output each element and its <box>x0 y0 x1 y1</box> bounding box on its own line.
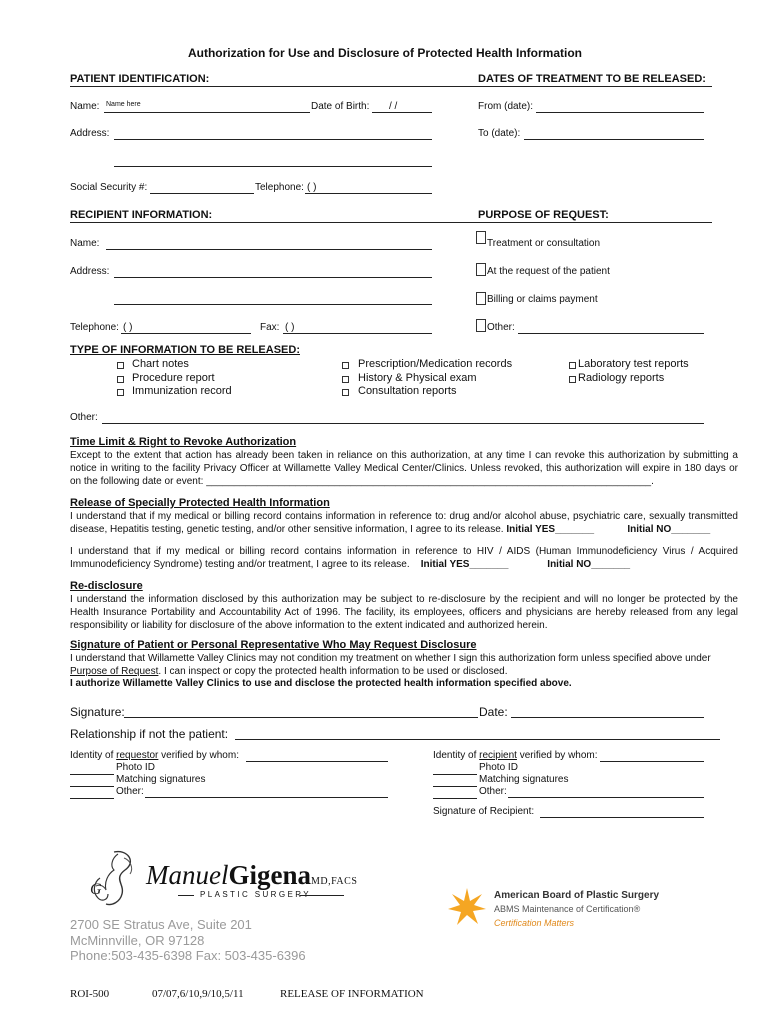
patient-name-field[interactable] <box>104 112 310 113</box>
consultation-label: Consultation reports <box>358 385 457 397</box>
dob-field[interactable] <box>372 112 432 113</box>
time-limit-text: Except to the extent that action has already been taken in reliance on this authorization, at any time I can revoke this authorization by submitting a notice in writing to the facility Privacy Officer at Willamette Valley Medical Center/Clinics. Unless revoked, this authorization will expire in 180 days or on the following date or event: ________________________________________________________________________________. <box>70 450 738 487</box>
signature-label: Signature: <box>70 705 125 719</box>
gigena-logo-mark <box>84 848 148 910</box>
patient-address-label: Address: <box>70 128 110 139</box>
recipient-matching-label: Matching signatures <box>479 774 569 785</box>
recipient-matching-blank[interactable] <box>433 786 477 787</box>
page-title: Authorization for Use and Disclosure of Protected Health Information <box>187 46 583 60</box>
requestor-post: verified by whom: <box>158 750 239 761</box>
signature-text-2-rest: . I can inspect or copy the protected health information to be used or disclosed. <box>158 666 508 677</box>
logo-suffix: MD,FACS <box>311 876 358 887</box>
requestor-pre: Identity of <box>70 750 117 761</box>
lab-test-checkbox[interactable] <box>569 362 576 369</box>
procedure-report-checkbox[interactable] <box>117 376 124 383</box>
requestor-verified-field[interactable] <box>246 761 388 762</box>
recipient-word: recipient <box>479 750 517 761</box>
recipient-address-field-2[interactable] <box>114 304 432 305</box>
type-other-field[interactable] <box>102 423 704 424</box>
special-p2-yes[interactable]: Initial YES_______ <box>420 559 509 570</box>
special-paragraph-1 <box>70 510 738 536</box>
recipient-rule <box>70 222 712 223</box>
relationship-field[interactable] <box>235 739 720 740</box>
recipient-post: verified by whom: <box>516 750 598 761</box>
special-heading: Release of Specially Protected Health Information <box>70 497 330 509</box>
patient-name-value: Name here <box>106 101 141 108</box>
purpose-patient-request-checkbox[interactable] <box>476 263 486 276</box>
recipient-verified-label <box>433 750 598 761</box>
patient-heading: PATIENT IDENTIFICATION: <box>70 73 210 85</box>
signature-date-label: Date: <box>479 705 508 719</box>
recipient-address-field[interactable] <box>114 277 432 278</box>
lab-test-label: Laboratory test reports <box>578 358 689 370</box>
purpose-treatment-checkbox[interactable] <box>476 231 486 244</box>
recipient-telephone-label: Telephone: <box>70 322 119 333</box>
relationship-label: Relationship if not the patient: <box>70 727 229 741</box>
footer-label: RELEASE OF INFORMATION <box>280 988 424 1000</box>
figure-sketch-icon <box>84 848 148 910</box>
history-physical-label: History & Physical exam <box>358 372 477 384</box>
ssn-field[interactable] <box>150 193 254 194</box>
logo-last-name: Gigena <box>228 860 311 890</box>
requestor-photo-id-label: Photo ID <box>116 762 155 773</box>
radiology-label: Radiology reports <box>578 372 665 384</box>
requestor-matching-label: Matching signatures <box>116 774 206 785</box>
immunization-checkbox[interactable] <box>117 389 124 396</box>
special-p1-yes[interactable]: Initial YES_______ <box>506 524 595 535</box>
requestor-other-blank[interactable] <box>70 798 114 799</box>
address-city: McMinnville, OR 97128 <box>70 933 205 948</box>
prescription-label: Prescription/Medication records <box>358 358 513 370</box>
header-rule <box>70 86 712 87</box>
signature-field[interactable] <box>124 717 478 718</box>
redisclosure-text: I understand the information disclosed by this authorization may be subject to re-disclosure by the recipient and will no longer be protected by the Health Insurance Portability and Accountability Act of 1996. The facility, its employees, officers and physicians are hereby released from any legal responsibility or liability for disclosure of the above information to the extent indicated and authorized herein. <box>70 594 738 631</box>
logo-subtitle: PLASTIC SURGERY <box>200 890 311 899</box>
dates-heading: DATES OF TREATMENT TO BE RELEASED: <box>478 73 706 85</box>
from-date-field[interactable] <box>536 112 704 113</box>
purpose-billing-checkbox[interactable] <box>476 292 486 305</box>
patient-address-field[interactable] <box>114 139 432 140</box>
purpose-heading: PURPOSE OF REQUEST: <box>478 209 609 221</box>
radiology-checkbox[interactable] <box>569 376 576 383</box>
special-paragraph-2 <box>70 545 738 571</box>
from-date-label: From (date): <box>478 101 534 112</box>
recipient-photo-id-blank[interactable] <box>433 774 477 775</box>
purpose-patient-request-label: At the request of the patient <box>487 266 610 277</box>
recipient-telephone-field[interactable] <box>121 333 251 334</box>
purpose-other-checkbox[interactable] <box>476 319 486 332</box>
recipient-name-field[interactable] <box>106 249 432 250</box>
requestor-photo-id-blank[interactable] <box>70 774 114 775</box>
signature-text-1: I understand that Willamette Valley Clinics may not condition my treatment on whether I sign this authorization form unless specified above under <box>70 653 711 664</box>
recipient-verified-field[interactable] <box>600 761 704 762</box>
type-other-label: Other: <box>70 412 98 423</box>
patient-name-label: Name: <box>70 101 100 112</box>
signature-authorize-text: I authorize Willamette Valley Clinics to use and disclose the protected health information specified above. <box>70 678 572 689</box>
starburst-icon <box>446 886 488 928</box>
dob-separators: / / <box>389 101 398 112</box>
gigena-logo-name <box>146 860 357 891</box>
requestor-other-field[interactable] <box>145 797 388 798</box>
fax-field[interactable] <box>283 333 432 334</box>
abps-starburst-logo <box>446 886 488 928</box>
chart-notes-label: Chart notes <box>132 358 189 370</box>
purpose-treatment-label: Treatment or consultation <box>487 238 601 249</box>
abps-line-2: ABMS Maintenance of Certification® <box>494 904 641 914</box>
recipient-other-field[interactable] <box>508 797 704 798</box>
recipient-other-label: Other: <box>479 786 507 797</box>
dob-label: Date of Birth: <box>311 101 370 112</box>
signature-date-field[interactable] <box>511 717 704 718</box>
purpose-other-field[interactable] <box>518 333 704 334</box>
logo-rule-right <box>300 895 344 896</box>
logo-first-name: Manuel <box>146 860 229 890</box>
recipient-signature-label: Signature of Recipient: <box>433 806 535 817</box>
immunization-label: Immunization record <box>132 385 232 397</box>
ssn-label: Social Security #: <box>70 182 148 193</box>
procedure-report-label: Procedure report <box>132 372 215 384</box>
footer-code: ROI-500 <box>70 988 110 1000</box>
svg-text:G: G <box>90 881 102 898</box>
requestor-matching-blank[interactable] <box>70 786 114 787</box>
requestor-word: requestor <box>116 750 159 761</box>
footer-dates: 07/07,6/10,9/10,5/11 <box>152 988 244 1000</box>
special-p1-no[interactable]: Initial NO_______ <box>627 524 711 535</box>
prescription-checkbox[interactable] <box>342 362 349 369</box>
to-date-label: To (date): <box>478 128 521 139</box>
address-phone: Phone:503-435-6398 Fax: 503-435-6396 <box>70 948 306 963</box>
recipient-photo-id-label: Photo ID <box>479 762 518 773</box>
patient-telephone-label: Telephone: <box>255 182 304 193</box>
purpose-billing-label: Billing or claims payment <box>487 294 598 305</box>
consultation-checkbox[interactable] <box>342 389 349 396</box>
chart-notes-checkbox[interactable] <box>117 362 124 369</box>
purpose-other-label: Other: <box>487 322 515 333</box>
recipient-other-blank[interactable] <box>433 798 477 799</box>
abps-line-1: American Board of Plastic Surgery <box>494 890 660 901</box>
patient-address-field-2[interactable] <box>114 166 432 167</box>
recipient-signature-field[interactable] <box>540 817 704 818</box>
recipient-telephone-paren: ( ) <box>123 322 133 333</box>
recipient-pre: Identity of <box>433 750 480 761</box>
address-street: 2700 SE Stratus Ave, Suite 201 <box>70 917 252 932</box>
redisclosure-heading: Re-disclosure <box>70 580 143 592</box>
requestor-verified-label <box>70 750 239 761</box>
signature-heading: Signature of Patient or Personal Representative Who May Request Disclosure <box>70 639 477 651</box>
recipient-name-label: Name: <box>70 238 100 249</box>
patient-telephone-paren: ( ) <box>307 182 317 193</box>
time-limit-heading: Time Limit & Right to Revoke Authorization <box>70 436 297 448</box>
special-p1-text: I understand that if my medical or billing record contains information in reference to: drug and/or alcohol abuse, psychiatric care, sexually transmitted disease, Hepatitis testing, genetic testing, and/or other sensitive information, I agree to its release. <box>70 511 738 535</box>
fax-paren: ( ) <box>285 322 295 333</box>
to-date-field[interactable] <box>524 139 704 140</box>
special-p2-no[interactable]: Initial NO_______ <box>547 559 631 570</box>
logo-rule-left <box>178 895 194 896</box>
purpose-of-request-ref: Purpose of Request <box>70 666 159 677</box>
requestor-other-label: Other: <box>116 786 144 797</box>
fax-label: Fax: <box>260 322 280 333</box>
abps-line-3: Certification Matters <box>494 918 575 928</box>
recipient-address-label: Address: <box>70 266 110 277</box>
patient-telephone-field[interactable] <box>305 193 432 194</box>
type-info-heading: TYPE OF INFORMATION TO BE RELEASED: <box>70 344 300 356</box>
history-physical-checkbox[interactable] <box>342 376 349 383</box>
recipient-heading: RECIPIENT INFORMATION: <box>70 209 213 221</box>
special-p2-text: I understand that if my medical or billing record contains information in reference to HIV / AIDS (Human Immunodeficiency Virus / Acquired Immunodeficiency Syndrome) testing and/or treatment, I agree to its release. <box>70 546 738 570</box>
